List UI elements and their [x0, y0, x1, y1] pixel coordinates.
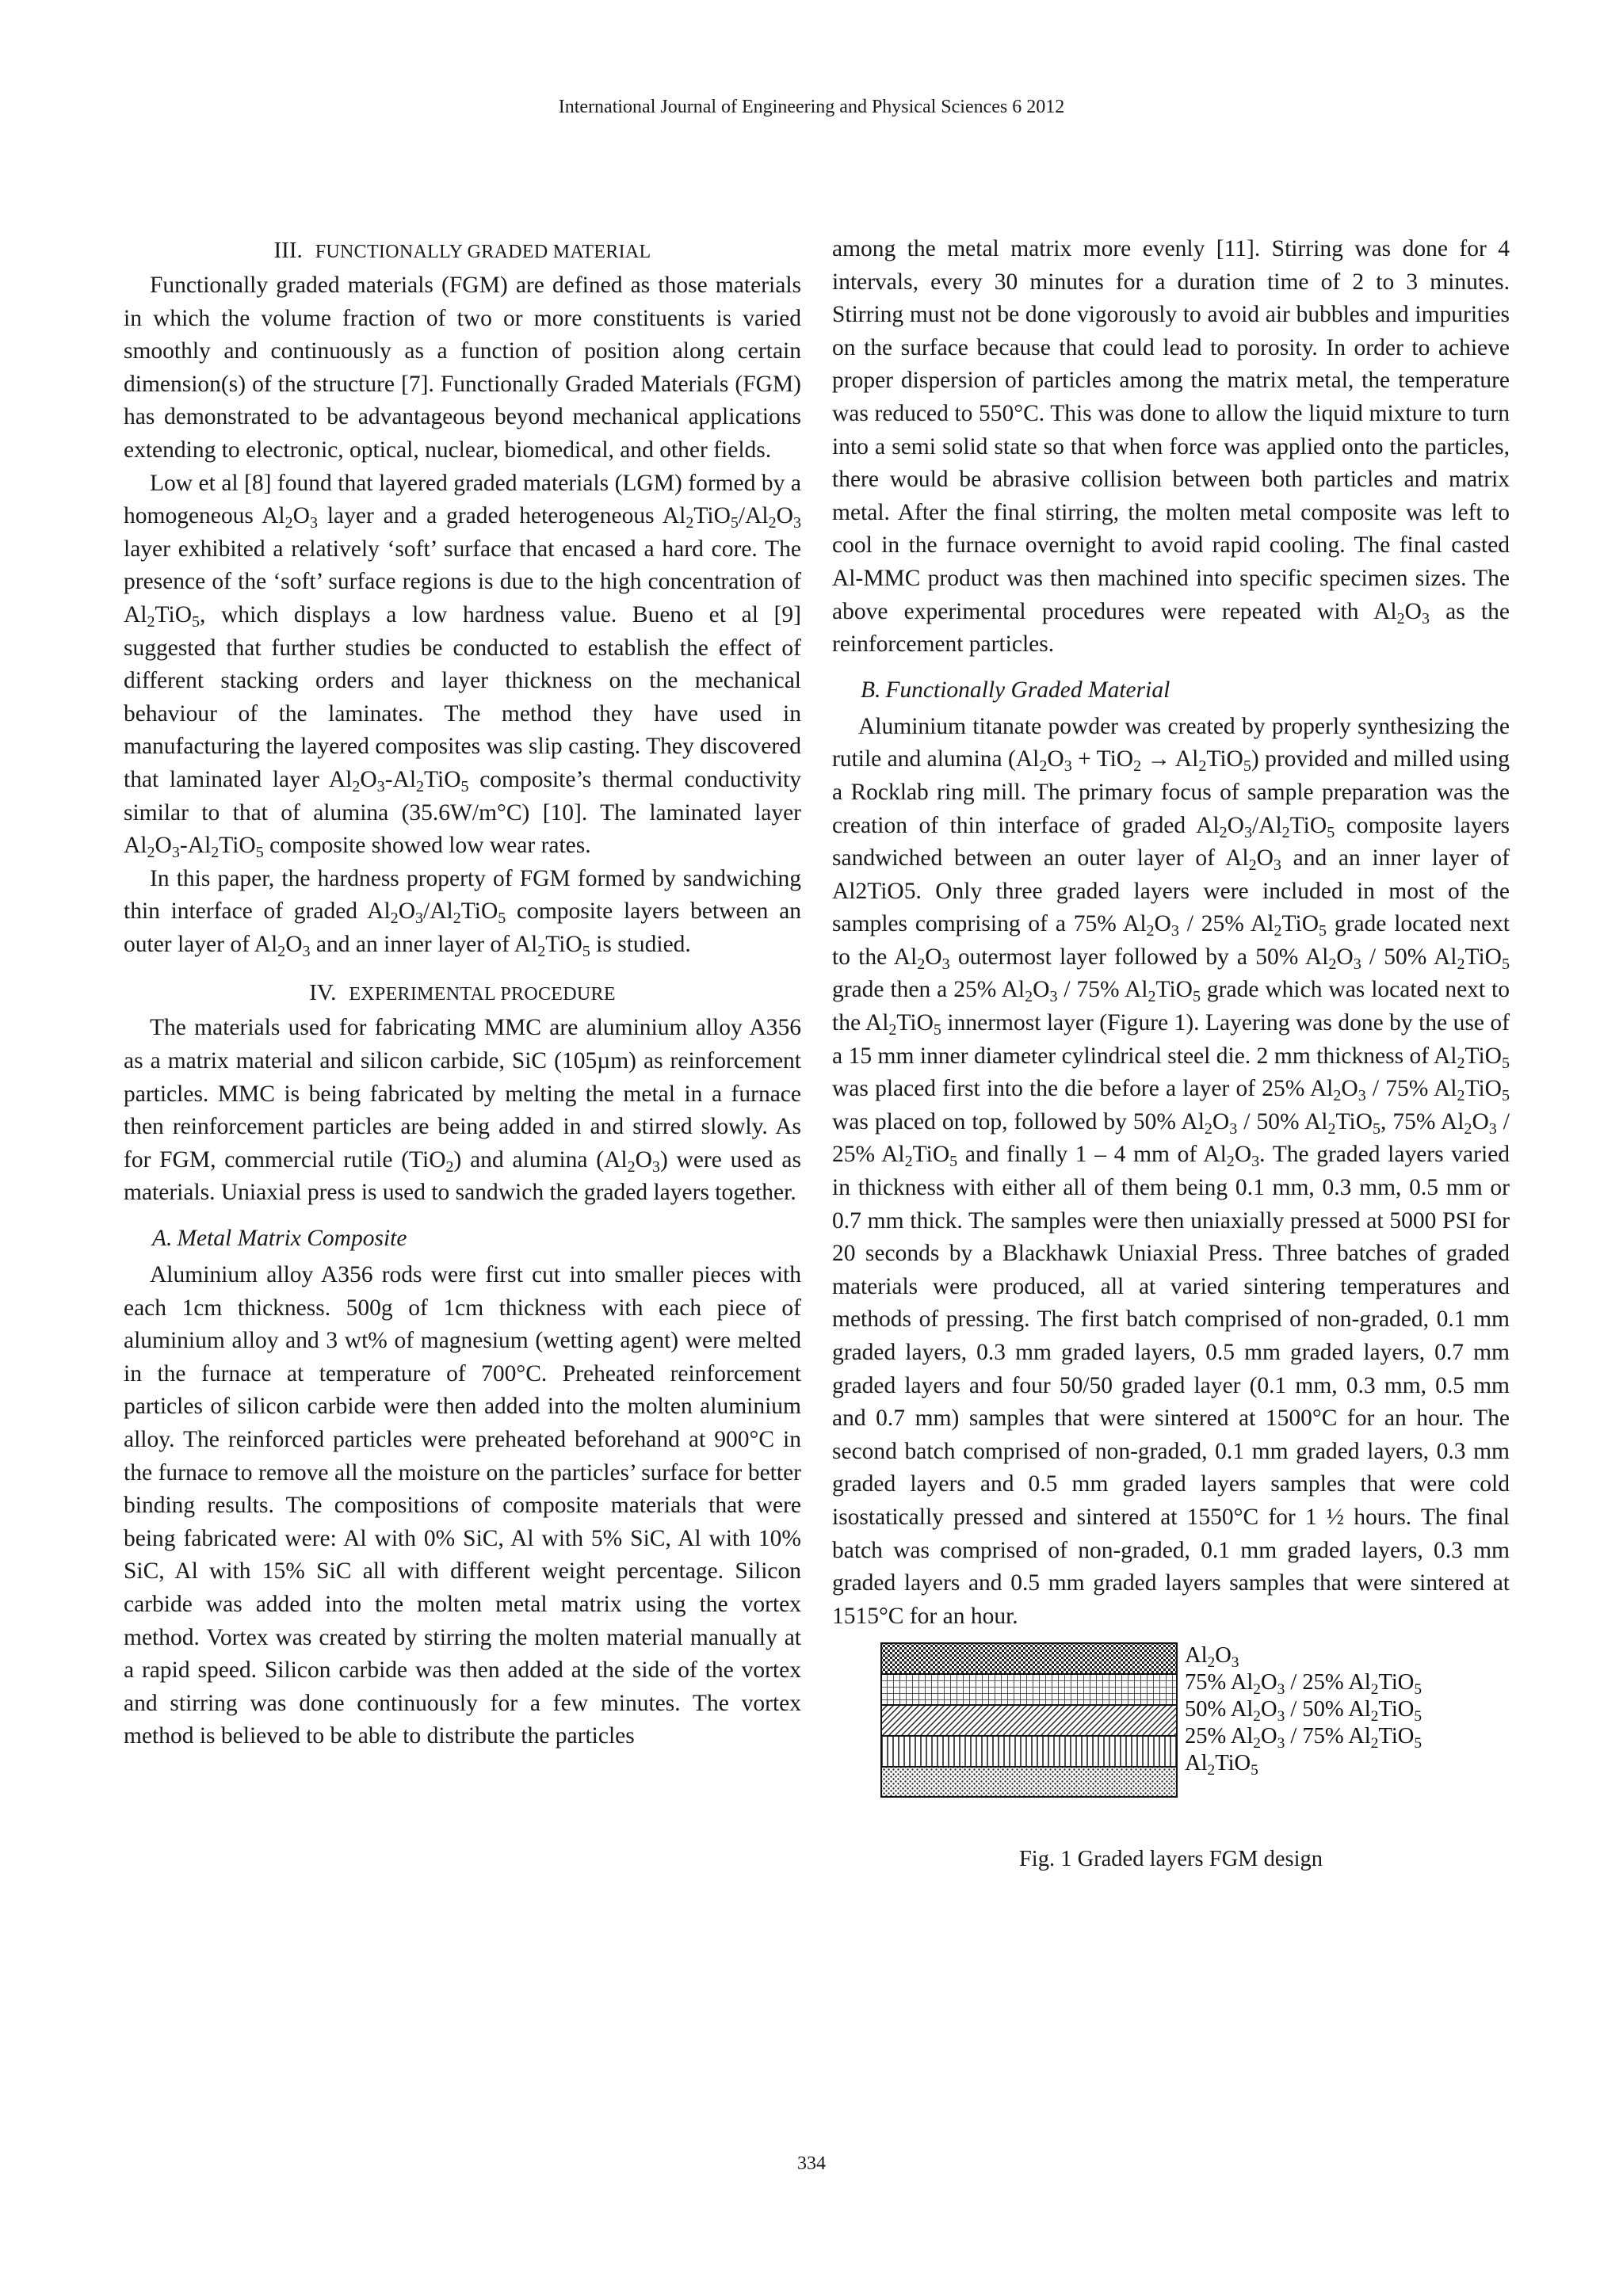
- page-number: 334: [797, 2153, 826, 2174]
- paragraph: Aluminium alloy A356 rods were first cut into smaller pieces with each 1cm thickness. 500g of 1cm thickness with each piece of aluminium alloy and 3 wt% of magnesium (wetting agent) were melted in the furnace at temperature of 700°C. Preheated reinforcement particles of silicon carbide were then added into the molten aluminium alloy. The reinforced particles were preheated beforehand at 900°C in the furnace to remove all the moisture on the particles’ surface for better binding results. The compositions of composite materials that were being fabricated were: Al with 0% SiC, Al with 5% SiC, Al with 10% SiC, Al with 15% SiC all with different weight percentage. Silicon carbide was added into the molten metal matrix using the vortex method. Vortex was created by stirring the molten material manually at a rapid speed. Silicon carbide was then added at the side of the vortex and stirring was done continuously for a few minutes. The vortex method is believed to be able to distribute the particles: [124, 1262, 801, 1749]
- figure-caption: Fig. 1 Graded layers FGM design: [1018, 1847, 1323, 1872]
- paragraph: Low et al [8] found that layered graded materials (LGM) formed by a homogeneous $Al_2O_3$ layer and a graded heterogeneous $Al_2TiO_5/Al_2O_3$ layer exhibited a relatively ‘soft’ surface that encased a hard core. The presence of the ‘soft’ surface regions is due to the high concentration of $Al_2TiO_5$, which displays a low hardness value. Bueno et al [9] suggested that further studies be conducted to establish the effect of different stacking orders and layer thickness on the mechanical behaviour of the laminates. The method they have used in manufacturing the layered composites was slip casting. They discovered that laminated layer $Al_2O_3-Al_2TiO_5$ composite’s thermal conductivity similar to that of alumina (35.6W/m°C) [10]. The laminated layer $Al_2O_3-Al_2TiO_5$ composite showed low wear rates.: [124, 470, 801, 862]
- paragraph: Aluminium titanate powder was created by properly synthesizing the rutile and alumina $(Al_2O_3 + TiO_2 \to Al_2TiO_5)$ provided and milled using a Rocklab ring mill. The primary focus of sample preparation was the creation of thin interface of graded $Al_2O_3/Al_2TiO_5$ composite layers sandwiched between an outer layer of $Al_2O_3$ and an inner layer of Al2TiO5. Only three graded layers were included in most of the samples comprising of a 75% $Al_2O_3 / 25\%$ $Al_2TiO_5$ grade located next to the $Al_2O_3$ outermost layer followed by a 50% $Al_2O_3 / 50\%$ $Al_2TiO_5$ grade then a 25% $Al_2O_3 / 75\%$ $Al_2TiO_5$ grade which was located next to the $Al_2TiO_5$ innermost layer (Figure 1). Layering was done by the use of a 15 mm inner diameter cylindrical steel die. 2 mm thickness of $Al_2TiO_5$ was placed first into the die before a layer of 25% $Al_2O_3 / 75\%$ $Al_2TiO_5$ was placed on top, followed by 50% $Al_2O_3 / 50\%$ $Al_2TiO_5$, 75% $Al_2O_3 / 25\%$ $Al_2TiO_5$ and finally 1 – 4 mm of $Al_2O_3$. The graded layers varied in thickness with either all of them being 0.1 mm, 0.3 mm, 0.5 mm or 0.7 mm thick. The samples were then uniaxially pressed at 5000 PSI for 20 seconds by a Blackhawk Uniaxial Press. Three batches of graded materials were produced, all at varied sintering temperatures and methods of pressing. The first batch comprised of non-graded, 0.1 mm graded layers, 0.3 mm graded layers, 0.5 mm graded layers, 0.7 mm graded layers and four 50/50 graded layer (0.1 mm, 0.3 mm, 0.5 mm and 0.7 mm) samples that were sintered at 1500°C for an hour. The second batch comprised of non-graded, 0.1 mm graded layers, 0.3 mm graded layers and 0.5 mm graded layers samples that were cold isostatically pressed and sintered at 1550°C for 1 ½ hours. The final batch was comprised of non-graded, 0.1 mm graded layers, 0.3 mm graded layers and 0.5 mm graded layers samples that were sintered at 1515°C for an hour.: [832, 713, 1510, 1629]
- layer-25-75: [881, 1736, 1177, 1767]
- subsection-a-heading: [152, 1221, 801, 1256]
- legend-item: 25% $Al_2O_3 / 75\%$ $Al_2TiO_5$: [1185, 1724, 1423, 1753]
- section-title: FUNCTIONALLY GRADED MATERIAL: [315, 242, 651, 262]
- paragraph: The materials used for fabricating MMC are aluminium alloy A356 as a matrix material and silicon carbide, SiC (105µm) as reinforcement particles. MMC is being fabricated by melting the metal in a furnace then reinforcement particles are being added in and stirred slowly. As for FGM, commercial rutile (TiO$_2$) and alumina $(Al_2O_3)$ were used as materials. Uniaxial press is used to sandwich the graded layers together.: [124, 1015, 801, 1206]
- section-number: III.: [273, 238, 303, 263]
- subsection-letter: A.: [152, 1226, 173, 1252]
- layer-al2o3: [881, 1643, 1177, 1674]
- layer-75-25: [881, 1674, 1177, 1705]
- section-3-heading: [124, 233, 801, 269]
- legend-item: $Al_2O_3$: [1185, 1643, 1239, 1672]
- subsection-letter: B.: [861, 677, 881, 703]
- section-number: IV.: [309, 980, 337, 1006]
- section-4-heading: [124, 975, 801, 1012]
- legend-item: 50% $Al_2O_3 / 50\%$ $Al_2TiO_5$: [1185, 1697, 1423, 1726]
- subsection-title: Functionally Graded Material: [885, 677, 1170, 703]
- subsection-title: Metal Matrix Composite: [177, 1226, 407, 1252]
- paragraph: In this paper, the hardness property of FGM formed by sandwiching thin interface of graded $Al_2O_3/Al_2TiO_5$ composite layers between an outer layer of $Al_2O_3$ and an inner layer of $Al_2TiO_5$ is studied.: [124, 865, 801, 960]
- layer-al2tio5: [881, 1767, 1177, 1797]
- figure-1: [832, 1642, 1510, 1842]
- figure-legend: [1185, 1642, 1422, 1777]
- paragraph-continued: among the metal matrix more evenly [11]. Stirring was done for 4 intervals, every 30 minutes for a duration time of 2 to 3 minutes. Stirring must not be done vigorously to avoid air bubbles and impurities on the surface because that could lead to porosity. In order to achieve proper dispersion of particles among the matrix metal, the temperature was reduced to 550°C. This was done to allow the liquid mixture to turn into a semi solid state so that when force was applied onto the particles, there would be abrasive collision between both particles and matrix metal. After the final stirring, the molten metal composite was left to cool in the furnace overnight to avoid rapid cooling. The final casted Al-MMC product was then machined into specific specimen sizes. The above experimental procedures were repeated with $Al_2O_3$ as the reinforcement particles.: [832, 236, 1510, 658]
- journal-header: International Journal of Engineering and Physical Sciences 6 2012: [558, 97, 1065, 117]
- layer-50-50: [881, 1705, 1177, 1736]
- legend-item: 75% $Al_2O_3 / 25\%$ $Al_2TiO_5$: [1185, 1670, 1423, 1699]
- paragraph: Functionally graded materials (FGM) are defined as those materials in which the volume fraction of two or more constituents is varied smoothly and continuously as a function of position along certain dimension(s) of the structure [7]. Functionally Graded Materials (FGM) has demonstrated to be advantageous beyond mechanical applications extending to electronic, optical, nuclear, biomedical, and other fields.: [124, 273, 801, 463]
- section-title: EXPERIMENTAL PROCEDURE: [349, 984, 616, 1005]
- right-column: [832, 233, 1510, 1875]
- graded-layers-diagram: [880, 1642, 1178, 1798]
- legend-item: $Al_2TiO_5$: [1185, 1751, 1258, 1779]
- left-column: [124, 233, 801, 1753]
- subsection-b-heading: [861, 673, 1510, 707]
